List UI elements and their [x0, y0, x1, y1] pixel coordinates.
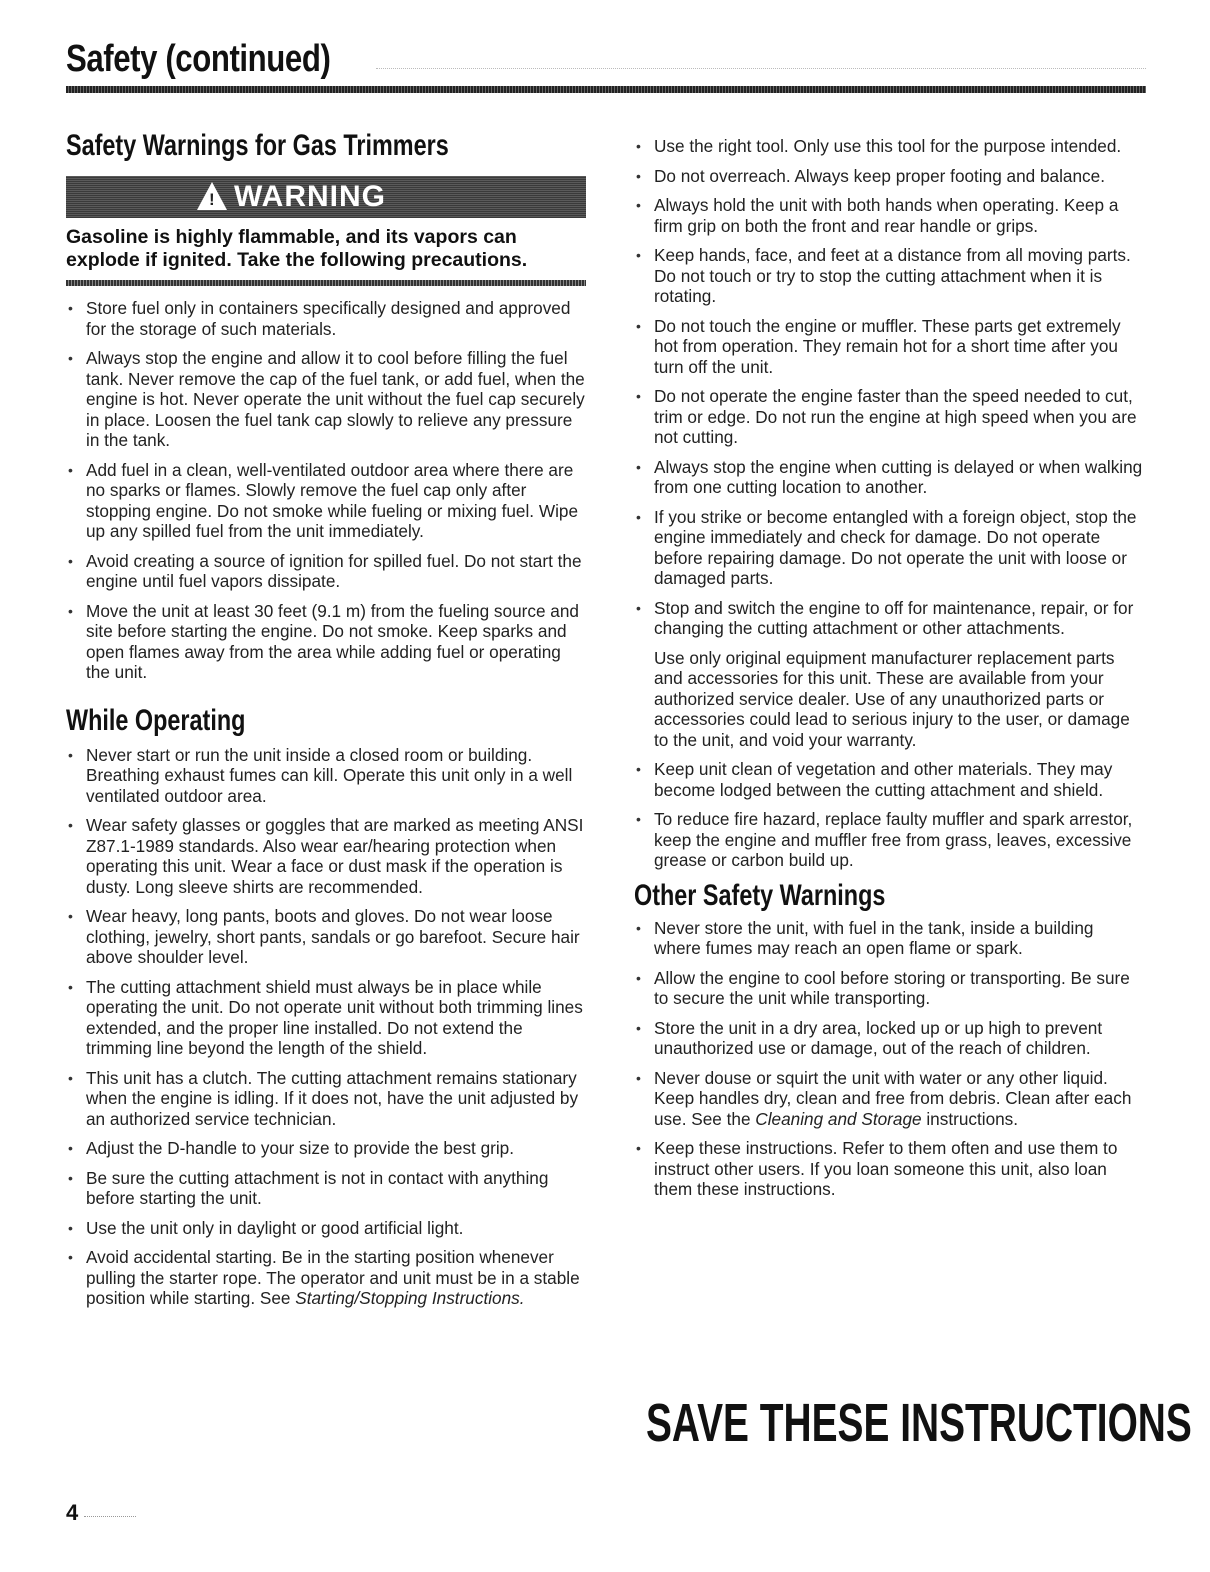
list-item: • Keep unit clean of vegetation and other materials. They may become lodged between the cutting attachment and shield.	[634, 759, 1144, 800]
left-column	[66, 130, 586, 1318]
list-item: • Never store the unit, with fuel in the tank, inside a building where fumes may reach an open flame or spark.	[634, 918, 1144, 959]
replacement-parts-paragraph: Use only original equipment manufacturer replacement parts and accessories for this unit. These are available from your authorized service dealer. Use of any unauthorized parts or accessories could lead to serious injury to the user, or damage to the unit, and void your warranty.	[654, 647, 1130, 750]
list-item: • Keep hands, face, and feet at a distance from all moving parts. Do not touch or try to stop the cutting attachment when it is rotating.	[634, 245, 1144, 307]
list-item-text: Avoid accidental starting. Be in the starting position whenever pulling the starter rope. The operator and unit must be in a stable position while starting. See	[86, 1247, 580, 1308]
list-item: • Wear safety glasses or goggles that are marked as meeting ANSI Z87.1-1989 standards. Also wear ear/hearing protection when operating this unit. Wear a face or dust mask if the operation is dusty. Long sleeve shirts are recommended.	[66, 815, 586, 897]
section-title-other-warnings: Other Safety Warnings	[634, 878, 886, 912]
warning-rule	[66, 280, 586, 286]
page-header	[66, 38, 1146, 96]
list-item: • Avoid creating a source of ignition for spilled fuel. Do not start the engine until fuel vapors dissipate.	[66, 551, 586, 592]
right-column	[634, 136, 1144, 1209]
warning-banner	[66, 176, 586, 218]
warning-triangle-icon: !	[197, 182, 227, 210]
list-item: • Wear heavy, long pants, boots and gloves. Do not wear loose clothing, jewelry, short pants, sandals or go barefoot. Secure hair above shoulder level.	[66, 906, 586, 968]
list-item	[634, 1068, 1144, 1130]
list-item: • Stop and switch the engine to off for maintenance, repair, or for changing the cutting attachment or other attachments.	[634, 598, 1144, 639]
list-item: • Store fuel only in containers specifically designed and approved for the storage of such materials.	[66, 298, 586, 339]
list-item-text: Never douse or squirt the unit with water or any other liquid. Keep handles dry, clean and free from debris. Clean after each use. See the	[654, 1067, 1132, 1129]
other-warnings-list	[634, 918, 1144, 1200]
list-item: • Add fuel in a clean, well-ventilated outdoor area where there are no sparks or flames. Slowly remove the fuel cap only after stopping engine. Do not smoke while fueling or mixing fuel. Wipe up any spilled fuel from the unit immediately.	[66, 460, 586, 542]
list-item: • Use the right tool. Only use this tool for the purpose intended.	[634, 136, 1144, 157]
list-item: • Always stop the engine and allow it to cool before filling the fuel tank. Never remove the cap of the fuel tank, or add fuel, when the engine is hot. Never operate the unit without the fuel cap securely in place. Loosen the fuel tank cap slowly to relieve any pressure in the tank.	[66, 348, 586, 451]
list-item: • If you strike or become entangled with a foreign object, stop the engine immediately and check for damage. Do not operate before repairing damage. Do not operate the unit with loose or damaged parts.	[634, 507, 1144, 589]
warning-text: Gasoline is highly flammable, and its vapors can explode if ignited. Take the following precautions.	[66, 226, 528, 271]
list-item: • Do not operate the engine faster than the speed needed to cut, trim or edge. Do not run the engine at high speed when you are not cutting.	[634, 386, 1144, 448]
list-item: • Move the unit at least 30 feet (9.1 m) from the fueling source and site before starting the engine. Do not smoke. Keep sparks and open flames away from the area while adding fuel or operating the unit.	[66, 601, 586, 683]
starting-instructions-ref: Starting/Stopping Instructions.	[295, 1288, 525, 1308]
list-item	[66, 1247, 586, 1309]
list-item: • Do not touch the engine or muffler. These parts get extremely hot from operation. They remain hot for a short time after you turn off the unit.	[634, 316, 1144, 378]
save-instructions-banner: SAVE THESE INSTRUCTIONS	[646, 1393, 1192, 1453]
section-title-gas-trimmers: Safety Warnings for Gas Trimmers	[66, 129, 449, 162]
section-title-while-operating: While Operating	[66, 703, 246, 737]
page-title: Safety (continued)	[66, 38, 331, 80]
list-item: • Keep these instructions. Refer to them often and use them to instruct other users. If you loan someone this unit, also loan them these instructions.	[634, 1138, 1144, 1200]
page-number-leader	[84, 1516, 136, 1517]
cleaning-storage-ref: Cleaning and Storage	[755, 1108, 922, 1129]
list-item: • Always hold the unit with both hands when operating. Keep a firm grip on both the front and rear handle or grips.	[634, 195, 1144, 236]
list-item: • Never start or run the unit inside a closed room or building. Breathing exhaust fumes can kill. Operate this unit only in a well ventilated outdoor area.	[66, 745, 586, 807]
list-item: • Be sure the cutting attachment is not in contact with anything before starting the unit.	[66, 1168, 586, 1209]
list-item: • The cutting attachment shield must always be in place while operating the unit. Do not operate unit without both trimming lines extended, and the proper line installed. Do not extend the trimming line beyond the length of the shield.	[66, 977, 586, 1059]
fuel-precautions-list	[66, 298, 586, 683]
list-item: • Always stop the engine when cutting is delayed or when walking from one cutting location to another.	[634, 457, 1144, 498]
general-safety-list	[634, 136, 1144, 639]
list-item-tail: instructions.	[921, 1108, 1019, 1129]
list-item: • Allow the engine to cool before storing or transporting. Be sure to secure the unit while transporting.	[634, 968, 1144, 1009]
maintenance-list	[634, 759, 1144, 871]
warning-label: WARNING	[234, 180, 386, 213]
header-dotted-leader	[376, 68, 1146, 69]
list-item: • Store the unit in a dry area, locked up or up high to prevent unauthorized use or damage, out of the reach of children.	[634, 1018, 1144, 1059]
operating-list	[66, 745, 586, 1309]
page-number: 4	[66, 1500, 79, 1525]
list-item: • This unit has a clutch. The cutting attachment remains stationary when the engine is idling. If it does not, have the unit adjusted by an authorized service technician.	[66, 1068, 586, 1130]
list-item: • Do not overreach. Always keep proper footing and balance.	[634, 166, 1144, 187]
list-item: • To reduce fire hazard, replace faulty muffler and spark arrestor, keep the engine and muffler free from grass, leaves, excessive grease or carbon build up.	[634, 809, 1144, 871]
header-rule	[66, 86, 1146, 93]
list-item: • Adjust the D-handle to your size to provide the best grip.	[66, 1138, 586, 1159]
list-item: • Use the unit only in daylight or good artificial light.	[66, 1218, 586, 1239]
